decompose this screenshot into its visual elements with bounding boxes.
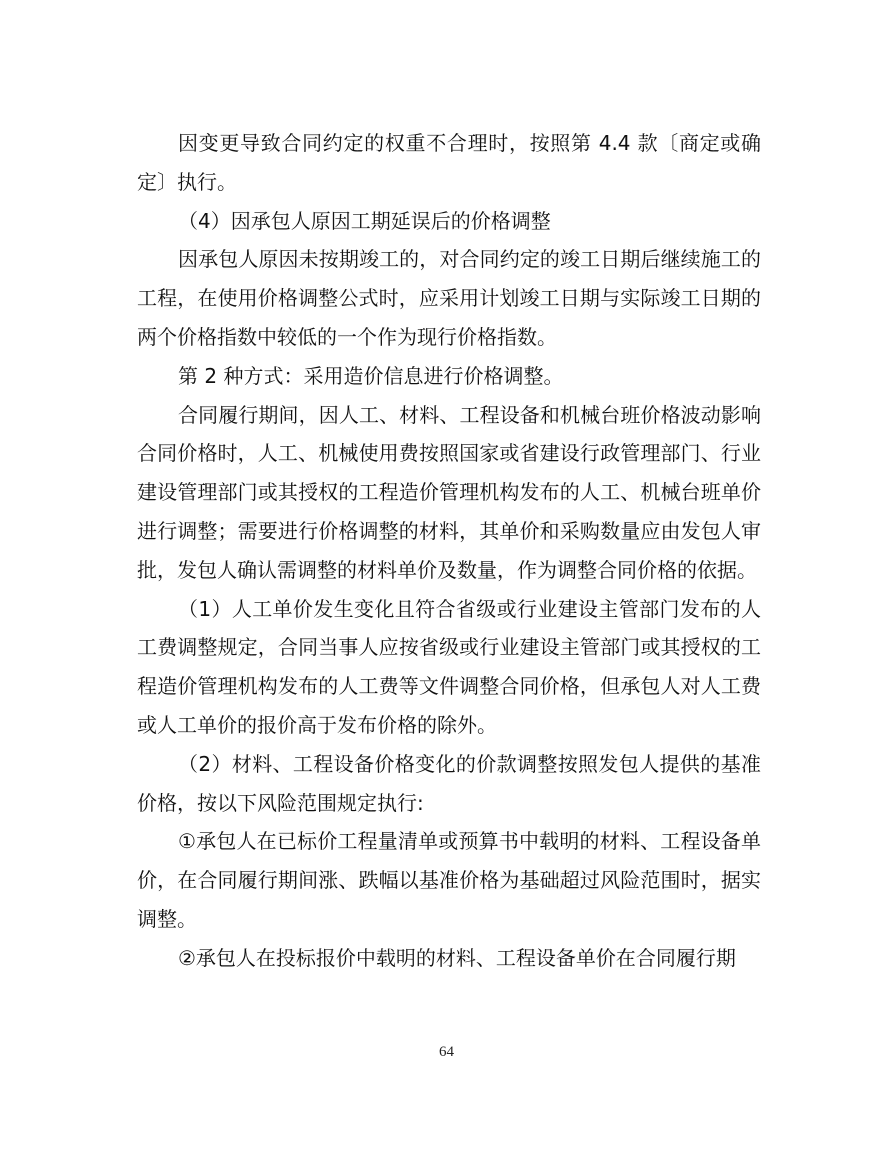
paragraph-item-2: ②承包人在投标报价中载明的材料、工程设备单价在合同履行期: [178, 945, 736, 970]
paragraph-weight-change: 因变更导致合同约定的权重不合理时，按照第 4.4 款〔商定或确定〕执行。: [137, 131, 761, 194]
paragraph-price-fluctuation: 合同履行期间，因人工、材料、工程设备和机械台班价格波动影响合同价格时，人工、机械使用费按照国家或省建设行政管理部门、行业建设管理部门或其授权的工程造价管理机构发布的人工、机械台班单价进行调整；需要进行价格调整的材料，其单价和采购数量应由发包人审批，发包人确认需调整的材料单价及数量，作为调整合同价格的依据。: [137, 402, 761, 582]
paragraph-material-price: （2）材料、工程设备价格变化的价款调整按照发包人提供的基准价格，按以下风险范围规定执行:: [137, 751, 761, 815]
paragraph-heading-delay-adjustment: （4）因承包人原因工期延误后的价格调整: [178, 208, 551, 233]
page-number: 64: [439, 1044, 454, 1060]
paragraph-item-1: ①承包人在已标价工程量清单或预算书中载明的材料、工程设备单价，在合同履行期间涨、跌幅以基准价格为基础超过风险范围时，据实调整。: [137, 829, 761, 931]
paragraph-labor-price: （1）人工单价发生变化且符合省级或行业建设主管部门发布的人工费调整规定，合同当事人应按省级或行业建设主管部门或其授权的工程造价管理机构发布的人工费等文件调整合同价格，但承包人对人工费或人工单价的报价高于发布价格的除外。: [137, 596, 761, 737]
paragraph-delay-index: 因承包人原因未按期竣工的，对合同约定的竣工日期后继续施工的工程，在使用价格调整公式时，应采用计划竣工日期与实际竣工日期的两个价格指数中较低的一个作为现行价格指数。: [137, 247, 761, 349]
paragraph-method-2: 第 2 种方式：采用造价信息进行价格调整。: [178, 363, 564, 388]
document-body: [137, 124, 761, 978]
